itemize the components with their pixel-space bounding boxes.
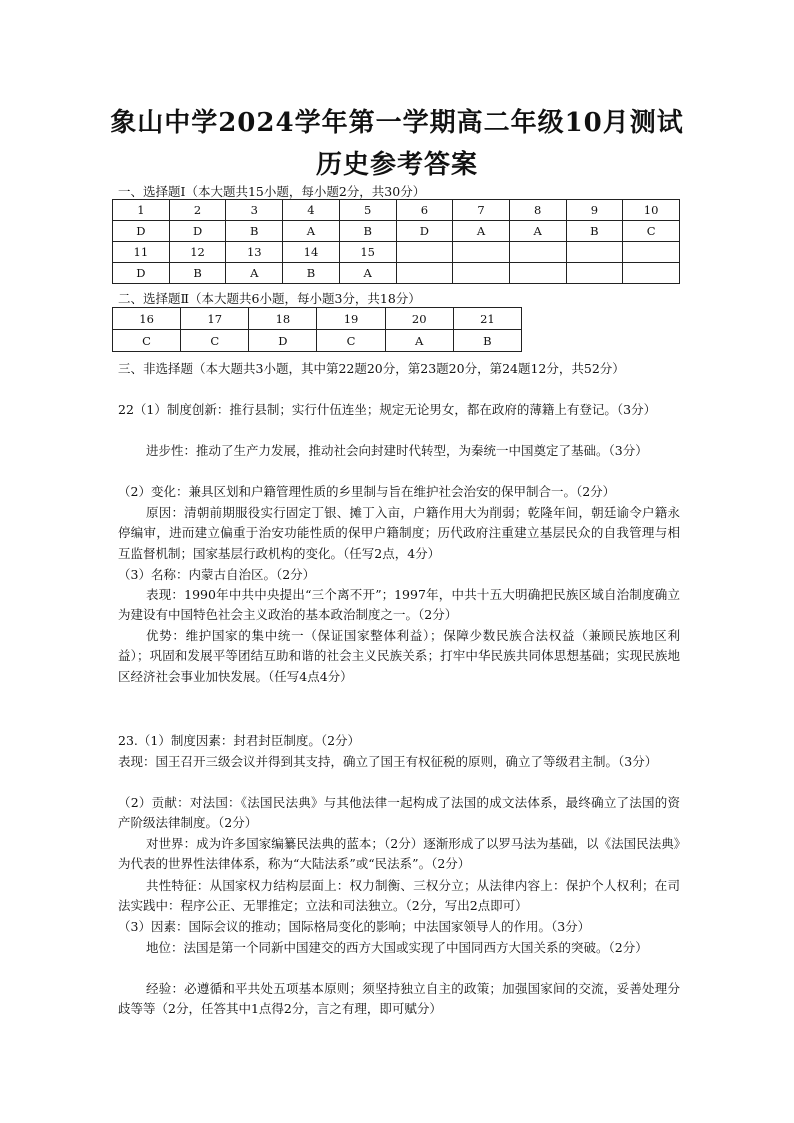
q23-experience: 经验：必遵循和平共处五项基本原则；须坚持独立自主的政策；加强国家间的交流，妥善处理分歧等等（2分，任答其中1点得2分，言之有理，即可赋分） [118,981,680,1017]
table-cell: 2 [169,200,226,221]
q23-part2: （2）贡献：对法国：《法国民法典》与其他法律一起构成了法国的成文法体系，最终确立了法国的资产阶级法律制度。（2分） [118,795,680,831]
q23-status: 地位：法国是第一个同新中国建交的西方大国或实现了中国同西方大国关系的突破。（2分） [146,940,648,955]
table-cell: 18 [249,308,317,330]
table-cell: 17 [181,308,249,330]
table-row [113,330,522,352]
q22-part2: （2）变化：兼具区划和户籍管理性质的乡里制与旨在维护社会治安的保甲制合一。（2分） [118,484,616,499]
table-cell: 19 [317,308,385,330]
q22-progress: 进步性：推动了生产力发展，推动社会向封建时代转型，为秦统一中国奠定了基础。（3分） [146,443,648,458]
table-cell: D [113,221,170,242]
table-cell: B [226,221,283,242]
table-cell: 7 [453,200,510,221]
q23-part1: 23.（1）制度因素：封君封臣制度。（2分） [118,733,361,748]
table-cell: D [396,221,453,242]
table-cell [396,263,453,284]
table-cell: A [283,221,340,242]
table-cell: D [113,263,170,284]
table-cell: A [339,263,396,284]
table-row [113,221,680,242]
table-cell [566,263,623,284]
table-cell [509,263,566,284]
table-cell: B [566,221,623,242]
table-cell: B [283,263,340,284]
table-cell [453,263,510,284]
section3-heading: 三、非选择题（本大题共3小题，其中第22题20分，第23题20分，第24题12分，共52分） [118,361,625,376]
table-cell [623,242,680,263]
table-cell: 6 [396,200,453,221]
table-cell: C [181,330,249,352]
table-cell: A [385,330,453,352]
table-cell: 11 [113,242,170,263]
page-title: 象山中学2024学年第一学期高二年级10月测试 [110,108,684,138]
answer-table-2 [112,307,522,352]
table-cell: 13 [226,242,283,263]
table-cell: 21 [453,308,521,330]
table-cell: A [453,221,510,242]
q22-part1: 22（1）制度创新：推行县制；实行什伍连坐；规定无论男女，都在政府的薄籍上有登记。（3分） [118,402,657,417]
q22-reasons: 原因：清朝前期服役实行固定丁银、摊丁入亩，户籍作用大为削弱；乾隆年间，朝廷谕令户籍永停编审，进而建立偏重于治安功能性质的保甲户籍制度；历代政府注重建立基层民众的自我管理与相互监督机制；国家基层行政机构的变化。（任写2点，4分） [118,505,680,561]
table-cell: 10 [623,200,680,221]
table-cell [566,242,623,263]
table-row [113,200,680,221]
q23-manifestation: 表现：国王召开三级会议并得到其支持，确立了国王有权征税的原则，确立了等级君主制。（3分） [118,754,658,769]
table-cell: 15 [339,242,396,263]
table-cell: A [509,221,566,242]
table-cell: 3 [226,200,283,221]
table-row [113,263,680,284]
q23-part3: （3）因素：国际会议的推动；国际格局变化的影响；中法国家领导人的作用。（3分） [118,919,591,934]
table-cell: D [249,330,317,352]
table-cell: 9 [566,200,623,221]
table-cell: 20 [385,308,453,330]
q23-world: 对世界：成为许多国家编纂民法典的蓝本；（2分）逐渐形成了以罗马法为基础，以《法国民法典》为代表的世界性法律体系，称为“大陆法系”或“民法系”。（2分） [118,836,680,872]
table-cell: 16 [113,308,181,330]
table-cell: B [339,221,396,242]
table-cell: 4 [283,200,340,221]
table-cell: 14 [283,242,340,263]
table-cell [396,242,453,263]
table-cell: A [226,263,283,284]
table-cell: 8 [509,200,566,221]
table-cell: C [623,221,680,242]
table-row [113,242,680,263]
q22-advantages: 优势：维护国家的集中统一（保证国家整体利益）；保障少数民族合法权益（兼顾民族地区利益）；巩固和发展平等团结互助和谐的社会主义民族关系；打牢中华民族共同体思想基础；实现民族地区经济社会事业加快发展。（任写4点4分） [118,628,680,684]
table-cell [509,242,566,263]
table-cell: B [453,330,521,352]
answer-table-1 [112,199,680,284]
table-cell: 12 [169,242,226,263]
q22-part3: （3）名称：内蒙古自治区。（2分） [118,567,316,582]
table-cell [623,263,680,284]
table-cell [453,242,510,263]
section2-heading: 二、选择题Ⅱ（本大题共6小题，每小题3分，共18分） [118,291,421,306]
table-cell: 5 [339,200,396,221]
table-cell: C [113,330,181,352]
q23-common-features: 共性特征：从国家权力结构层面上：权力制衡、三权分立；从法律内容上：保护个人权利；在司法实践中：程序公正、无罪推定；立法和司法独立。（2分，写出2点即可） [118,878,680,914]
table-cell: D [169,221,226,242]
table-cell: B [169,263,226,284]
table-cell: 1 [113,200,170,221]
table-cell: C [317,330,385,352]
q22-manifestation: 表现：1990年中共中央提出“三个离不开”；1997年，中共十五大明确把民族区域自治制度确立为建设有中国特色社会主义政治的基本政治制度之一。（2分） [118,587,680,623]
table-row [113,308,522,330]
page-subtitle: 历史参考答案 [315,150,478,180]
section1-heading: 一、选择题Ⅰ（本大题共15小题，每小题2分，共30分） [118,184,426,199]
